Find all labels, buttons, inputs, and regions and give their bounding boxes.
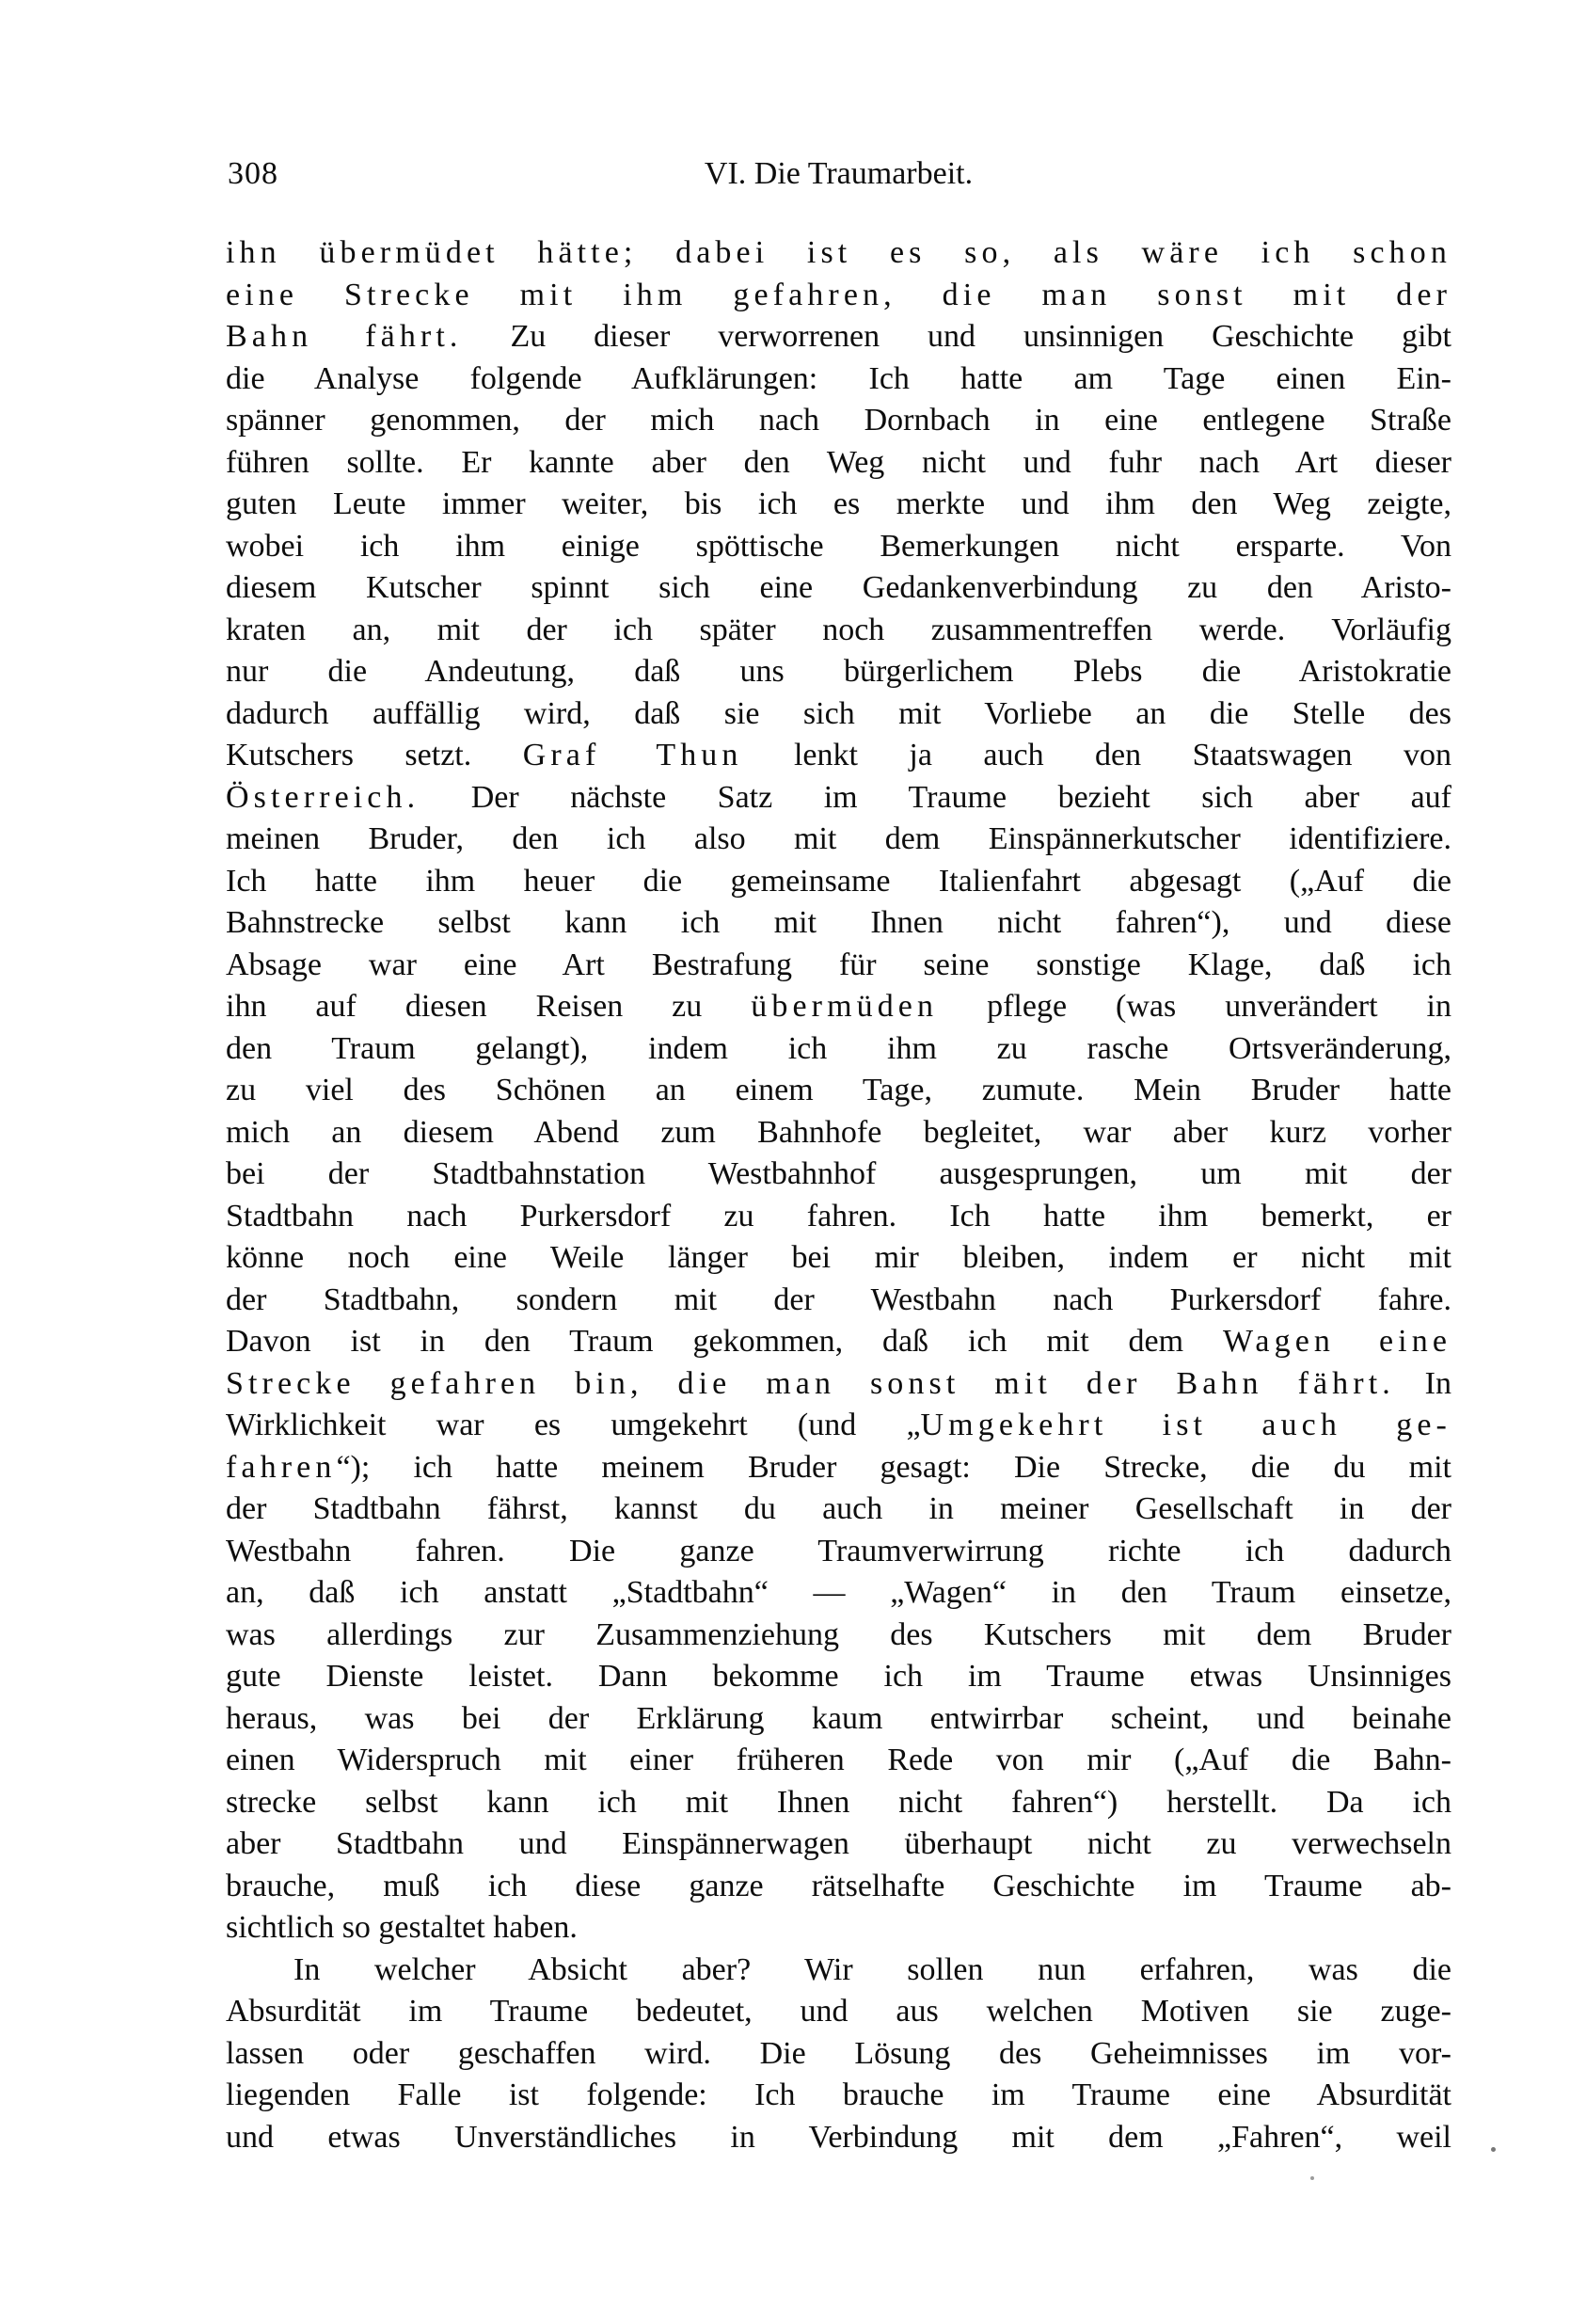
- body-text: Absurdität im Traume bedeutet, und aus welchen Motiven sie zuge-: [226, 1994, 1451, 2029]
- text-line: [226, 1907, 1451, 1950]
- text-line: [226, 400, 1451, 442]
- body-text: Wirklichkeit war es umgekehrt (und „: [226, 1408, 921, 1442]
- text-line: [226, 1405, 1451, 1447]
- body-text: kraten an, mit der ich später noch zusammentreffen werde. Vorläufig: [226, 612, 1451, 647]
- text-line: [226, 1154, 1451, 1196]
- text-line: [226, 1237, 1451, 1280]
- text-body: [226, 232, 1451, 2158]
- body-text: den Traum gelangt), indem ich ihm zu rasche Ortsveränderung,: [226, 1030, 1451, 1066]
- text-line: [226, 232, 1451, 275]
- text-line: [226, 1615, 1451, 1657]
- body-text: einen Widerspruch mit einer früheren Rede von mir („Auf die Bahn-: [226, 1743, 1451, 1777]
- emphasized-text: eine Strecke mit ihm gefahren, die man sonst mit der: [226, 277, 1451, 312]
- body-text: guten Leute immer weiter, bis ich es merkte und ihm den Weg zeigte,: [226, 486, 1451, 521]
- body-text: heraus, was bei der Erklärung kaum entwirrbar scheint, und beinahe: [226, 1700, 1451, 1736]
- emphasized-text: Österreich.: [226, 779, 420, 815]
- text-line: [226, 1950, 1451, 1992]
- text-line: [226, 316, 1451, 358]
- body-text: Der nächste Satz im Traume bezieht sich aber auf: [420, 779, 1451, 815]
- body-text: der Stadtbahn, sondern mit der Westbahn nach Purkersdorf fahre.: [226, 1281, 1451, 1317]
- body-text: Davon ist in den Traum gekommen, daß ich mit dem: [226, 1324, 1223, 1359]
- body-text: könne noch eine Weile länger bei mir bleiben, indem er nicht mit: [226, 1240, 1451, 1275]
- body-text: zu viel des Schönen an einem Tage, zumute. Mein Bruder hatte: [226, 1073, 1451, 1107]
- emphasized-text: Graf Thun: [522, 738, 743, 772]
- body-text: “); ich hatte meinem Bruder gesagt: Die Strecke, die du mit: [336, 1449, 1451, 1485]
- body-text: und etwas Unverständliches in Verbindung mit dem „Fahren“, weil: [226, 2119, 1451, 2155]
- body-text: der Stadtbahn fährst, kannst du auch in meiner Gesellschaft in der: [226, 1491, 1451, 1526]
- text-line: [226, 1823, 1451, 1866]
- text-line: [226, 526, 1451, 568]
- emphasized-text: fahren: [226, 1449, 337, 1485]
- text-line: [226, 902, 1451, 945]
- body-text: wobei ich ihm einige spöttische Bemerkungen nicht ersparte. Von: [226, 528, 1451, 564]
- body-text: führen sollte. Er kannte aber den Weg nicht und fuhr nach Art dieser: [226, 444, 1451, 480]
- text-line: [226, 1280, 1451, 1322]
- text-line: [226, 651, 1451, 693]
- text-line: [226, 1070, 1451, 1112]
- body-text: sichtlich so gestaltet haben.: [226, 1910, 578, 1945]
- running-header: [226, 153, 1451, 195]
- text-line: [226, 2117, 1451, 2159]
- text-line: [226, 777, 1451, 820]
- text-line: [226, 1740, 1451, 1782]
- chapter-header: VI. Die Traumarbeit.: [704, 156, 974, 191]
- text-line: [226, 1028, 1451, 1071]
- text-line: [226, 1782, 1451, 1824]
- body-text: diesem Kutscher spinnt sich eine Gedankenverbindung zu den Aristo-: [226, 570, 1451, 605]
- body-text: aber Stadtbahn und Einspännerwagen überhaupt nicht zu verwechseln: [226, 1826, 1451, 1861]
- body-text: spänner genommen, der mich nach Dornbach in eine entlegene Straße: [226, 403, 1451, 438]
- body-text: liegenden Falle ist folgende: Ich brauche im Traume eine Absurdität: [226, 2077, 1451, 2112]
- text-line: [226, 1447, 1451, 1489]
- text-line: [226, 1531, 1451, 1573]
- body-text: ihn auf diesen Reisen zu: [226, 989, 752, 1024]
- body-text: nur die Andeutung, daß uns bürgerlichem Plebs die Aristokratie: [226, 654, 1451, 689]
- text-line: [226, 1656, 1451, 1698]
- emphasized-text: Wagen eine: [1222, 1324, 1452, 1359]
- body-text: was allerdings zur Zusammenziehung des Kutschers mit dem Bruder: [226, 1616, 1451, 1652]
- body-text: lassen oder geschaffen wird. Die Lösung des Geheimnisses im vor-: [226, 2035, 1451, 2071]
- body-text: pflege (was unverändert in: [938, 989, 1451, 1024]
- emphasized-text: ihn übermüdet hätte; dabei ist es so, als wäre ich schon: [226, 235, 1451, 270]
- page-number: 308: [228, 156, 278, 191]
- text-line: [226, 693, 1451, 736]
- text-line: [226, 1488, 1451, 1531]
- text-line: [226, 986, 1451, 1028]
- body-text: Kutschers setzt.: [226, 738, 523, 772]
- body-text: In welcher Absicht aber? Wir sollen nun erfahren, was die: [293, 1951, 1451, 1987]
- emphasized-text: Strecke gefahren bin, die man sonst mit der Bahn fährt.: [226, 1365, 1395, 1401]
- text-line: [226, 484, 1451, 526]
- text-line: [226, 861, 1451, 903]
- text-line: [226, 1363, 1451, 1406]
- text-line: [226, 1321, 1451, 1363]
- text-line: [226, 1698, 1451, 1741]
- text-line: [226, 2075, 1451, 2117]
- text-line: [226, 567, 1451, 610]
- body-text: gute Dienste leistet. Dann bekomme ich im Traume etwas Unsinniges: [226, 1659, 1451, 1694]
- text-line: [226, 275, 1451, 317]
- body-text: meinen Bruder, den ich also mit dem Einspännerkutscher identifiziere.: [226, 821, 1451, 856]
- text-line: [226, 2033, 1451, 2076]
- body-text: Ich hatte ihm heuer die gemeinsame Italienfahrt abgesagt („Auf die: [226, 863, 1451, 899]
- text-line: [226, 1991, 1451, 2033]
- body-text: Westbahn fahren. Die ganze Traumverwirrung richte ich dadurch: [226, 1533, 1451, 1568]
- text-line: [226, 735, 1451, 777]
- emphasized-text: übermüden: [751, 989, 939, 1024]
- text-line: [226, 610, 1451, 652]
- emphasized-text: Umgekehrt ist auch ge-: [920, 1408, 1451, 1442]
- body-text: brauche, muß ich diese ganze rätselhafte Geschichte im Traume ab-: [226, 1868, 1451, 1903]
- text-line: [226, 358, 1451, 401]
- text-line: [226, 819, 1451, 861]
- body-text: Zu dieser verworrenen und unsinnigen Geschichte gibt: [462, 319, 1451, 354]
- text-line: [226, 1196, 1451, 1238]
- body-text: In: [1394, 1365, 1451, 1401]
- text-line: [226, 1112, 1451, 1154]
- body-text: Absage war eine Art Bestrafung für seine sonstige Klage, daß ich: [226, 947, 1451, 982]
- scan-speck: [1310, 2176, 1314, 2180]
- body-text: die Analyse folgende Aufklärungen: Ich hatte am Tage einen Ein-: [226, 360, 1451, 396]
- body-text: bei der Stadtbahnstation Westbahnhof ausgesprungen, um mit der: [226, 1156, 1451, 1191]
- scan-speck: [1491, 2147, 1496, 2152]
- body-text: lenkt ja auch den Staatswagen von: [742, 738, 1452, 772]
- body-text: Bahnstrecke selbst kann ich mit Ihnen nicht fahren“), und diese: [226, 905, 1451, 940]
- body-text: Stadtbahn nach Purkersdorf zu fahren. Ich hatte ihm bemerkt, er: [226, 1198, 1451, 1234]
- text-line: [226, 442, 1451, 485]
- text-line: [226, 1572, 1451, 1615]
- body-text: dadurch auffällig wird, daß sie sich mit Vorliebe an die Stelle des: [226, 695, 1451, 731]
- emphasized-text: Bahn fährt.: [226, 319, 463, 354]
- body-text: an, daß ich anstatt „Stadtbahn“ — „Wagen“ in den Traum einsetze,: [226, 1575, 1451, 1610]
- body-text: mich an diesem Abend zum Bahnhofe begleitet, war aber kurz vorher: [226, 1114, 1451, 1150]
- text-line: [226, 945, 1451, 987]
- body-text: strecke selbst kann ich mit Ihnen nicht fahren“) herstellt. Da ich: [226, 1784, 1451, 1820]
- text-line: [226, 1866, 1451, 1908]
